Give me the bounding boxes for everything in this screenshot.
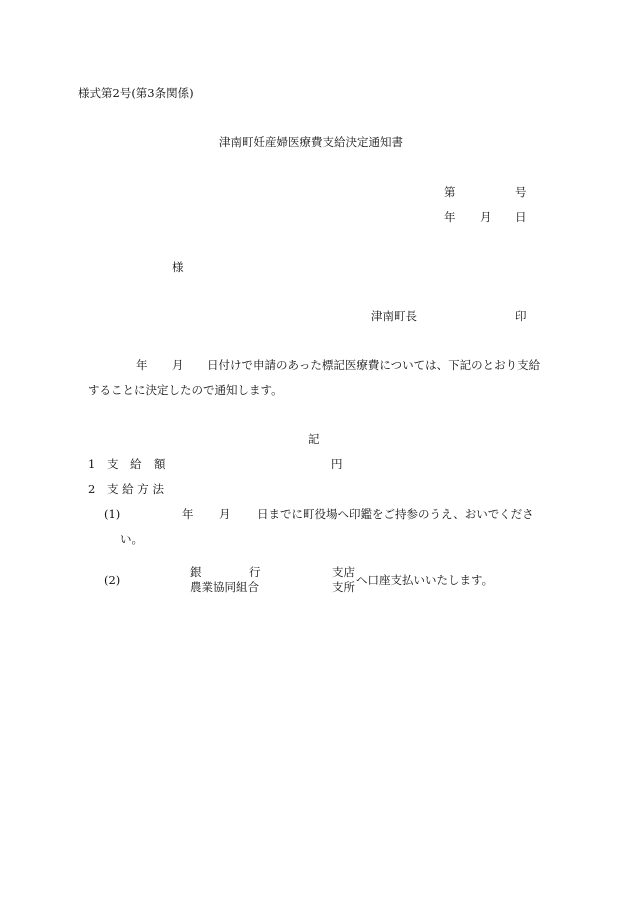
sub2-number: (2) <box>104 573 121 587</box>
sub1-text: 日までに町役場へ印鑑をご持参のうえ、おいでくださ <box>257 507 534 521</box>
sub2-branch-top: 支店 <box>332 565 355 579</box>
date-year: 年 <box>444 210 456 224</box>
sub1-number: (1) <box>104 507 121 521</box>
item1-label-char: 給 <box>130 457 142 471</box>
document-number-suffix: 号 <box>515 185 527 199</box>
sub1-year: 年 <box>182 507 194 521</box>
item1-label-char: 支 <box>107 457 119 471</box>
sub2-branch-bottom: 支所 <box>332 580 355 594</box>
sub1-text-cont: い。 <box>120 532 143 546</box>
body-line1: 日付けで申請のあった標記医療費については、下記のとおり支給 <box>207 358 541 372</box>
document-title: 津南町妊産婦医療費支給決定通知書 <box>219 135 403 149</box>
item2-label: 支 給 方 法 <box>107 482 164 496</box>
form-number: 様式第2号(第3条関係) <box>78 86 194 100</box>
item2-number: 2 <box>88 482 96 496</box>
item1-number: 1 <box>88 457 96 471</box>
sub2-bank-char: 銀 <box>190 565 202 579</box>
issuer-seal: 印 <box>515 309 527 323</box>
item1-unit: 円 <box>331 457 343 471</box>
body-month: 月 <box>172 358 184 372</box>
body-year: 年 <box>136 358 148 372</box>
ki-heading: 記 <box>308 432 320 446</box>
sub2-coop: 農業協同組合 <box>190 580 259 594</box>
body-line2: することに決定したので通知します。 <box>88 383 283 397</box>
sub1-month: 月 <box>219 507 231 521</box>
date-day: 日 <box>515 210 527 224</box>
issuer-name: 津南町長 <box>371 309 417 323</box>
sub2-bank-char: 行 <box>249 565 261 579</box>
addressee-suffix: 様 <box>172 260 184 274</box>
item1-label-char: 額 <box>154 457 166 471</box>
document-number-prefix: 第 <box>444 185 456 199</box>
sub2-text: へ口座支払いいたします。 <box>356 573 494 587</box>
date-month: 月 <box>480 210 492 224</box>
